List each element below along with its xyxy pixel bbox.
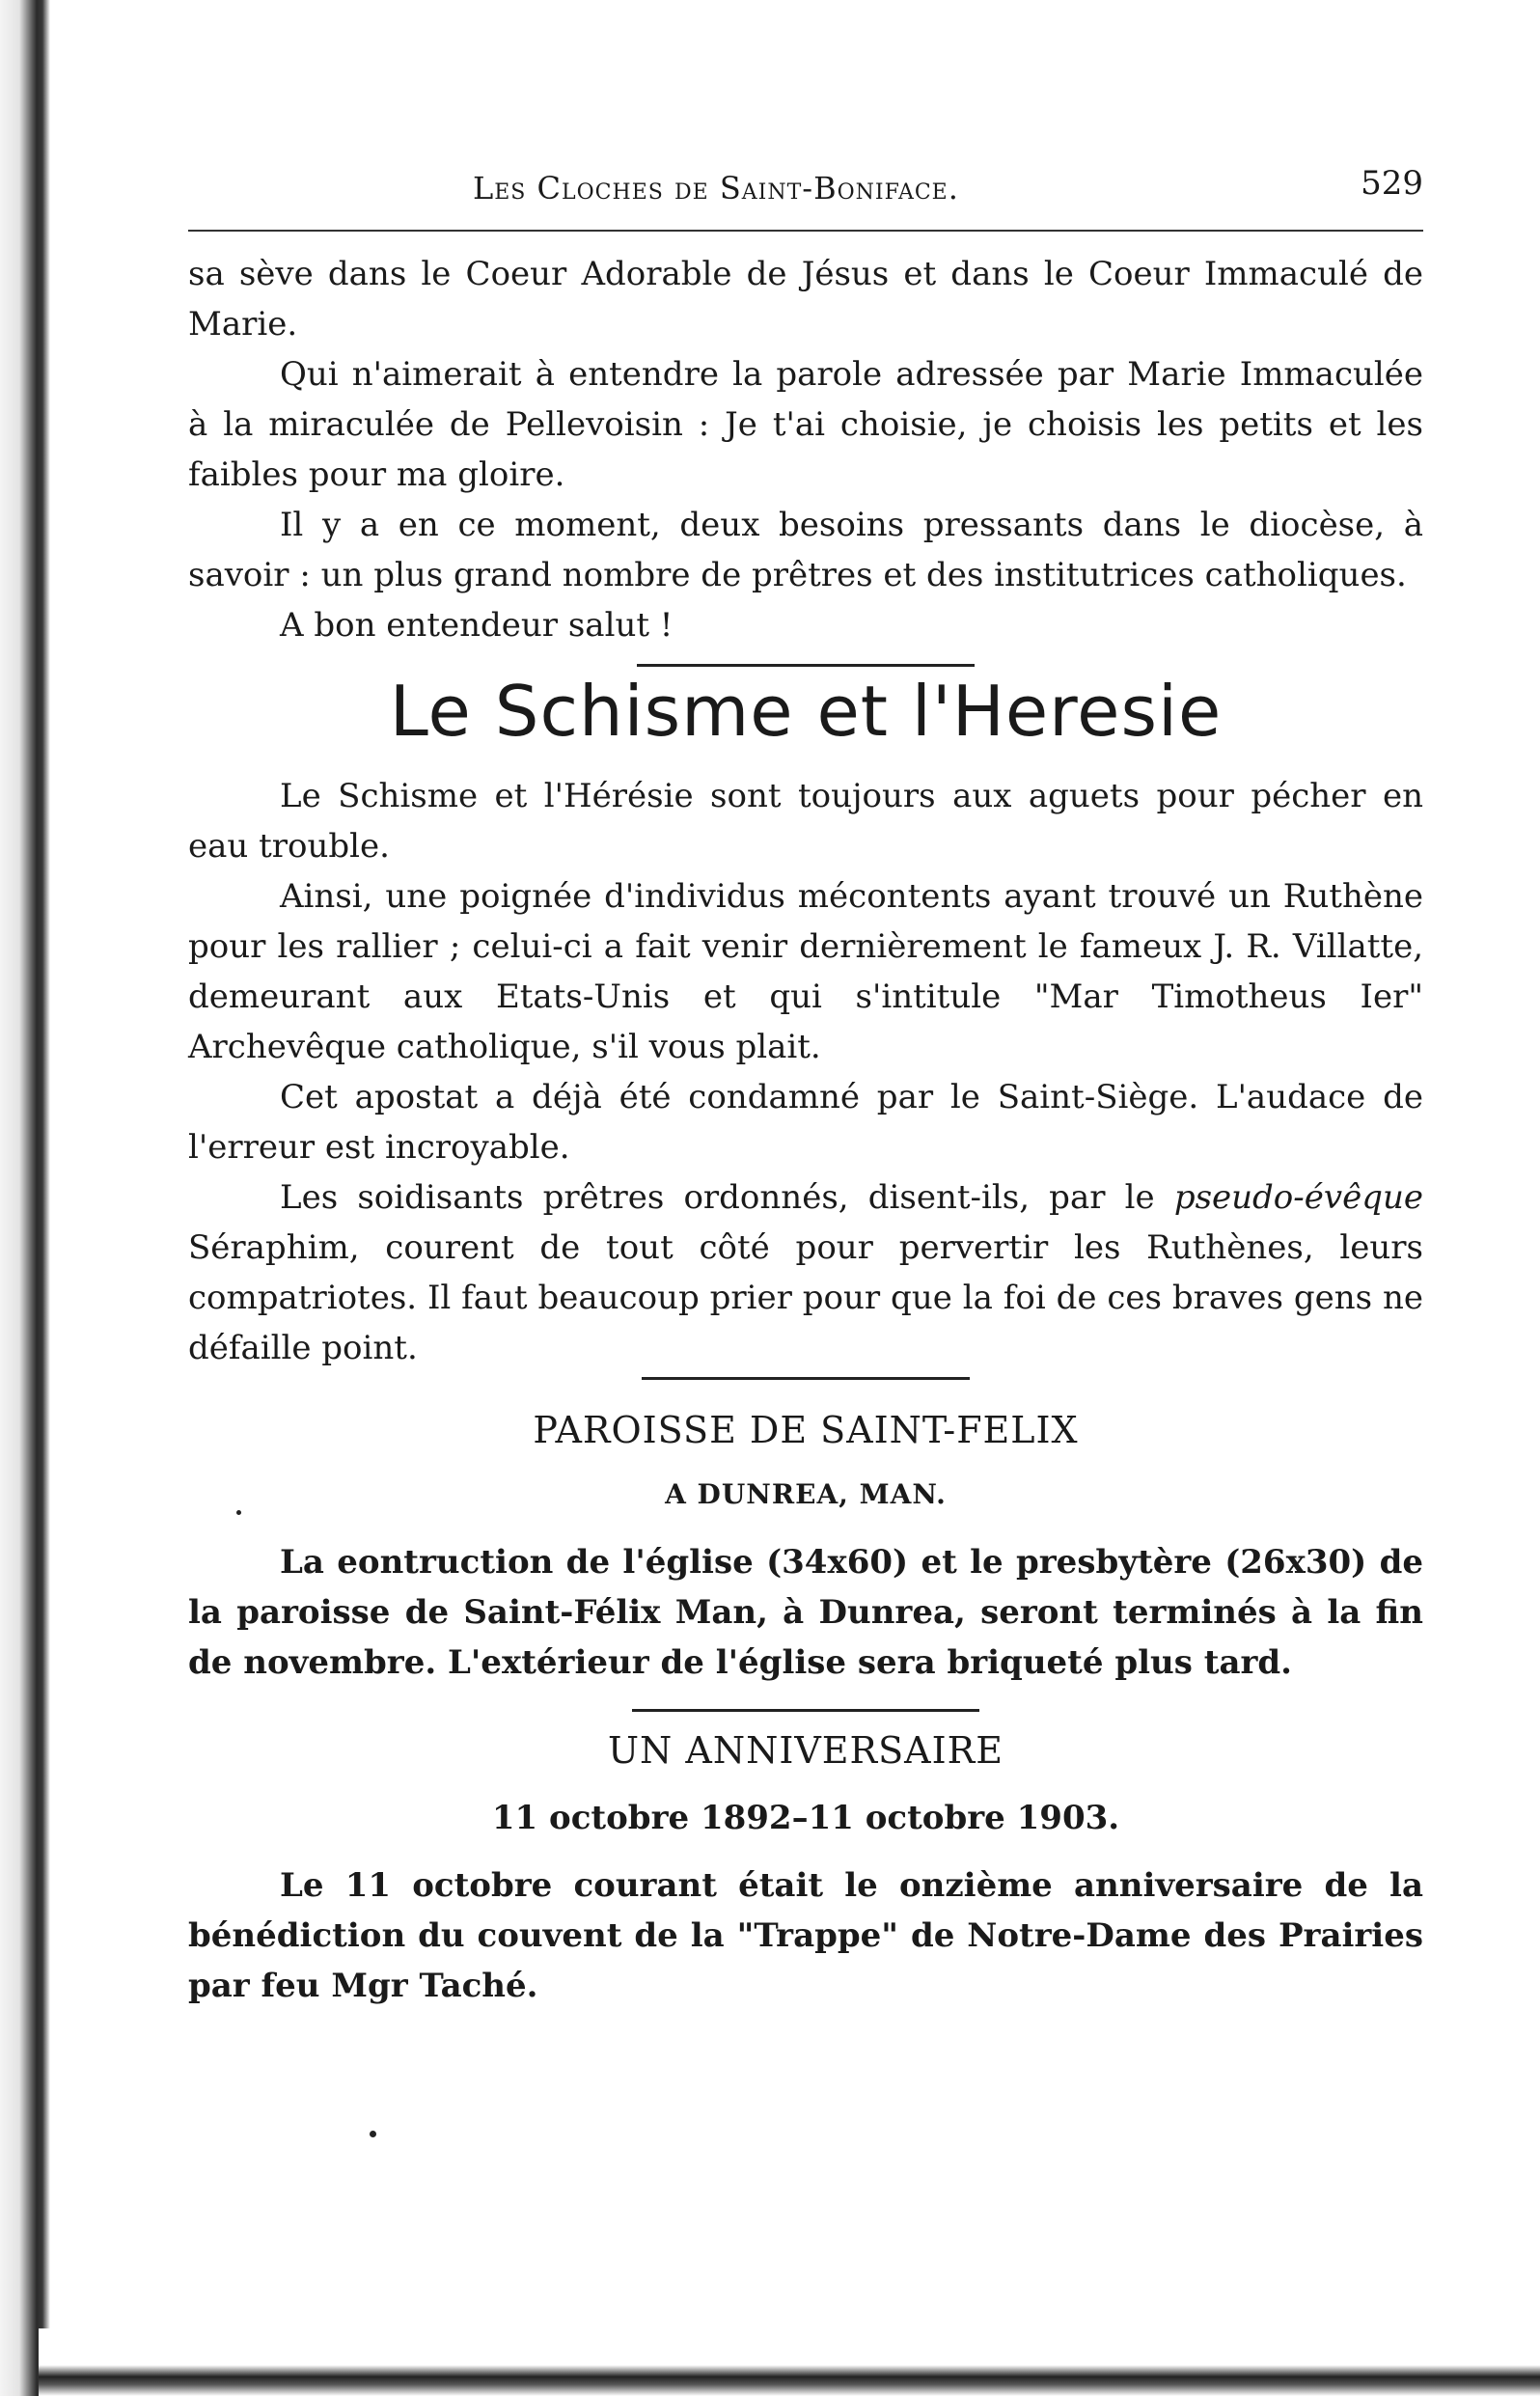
paragraph: sa sève dans le Coeur Adorable de Jésus et dans le Coeur Immaculé de Marie. [188,255,1423,344]
section-title: UN ANNIVERSAIRE [608,1729,1004,1772]
paragraph: A bon entendeur salut ! [280,606,674,645]
intro-section [188,249,1423,650]
paragraph [188,1172,1423,1373]
section-divider [632,1709,979,1712]
paragraph-text: Les soidisants prêtres ordonnés, disent-ils, par le [280,1178,1174,1217]
section-divider [637,664,975,667]
paragraph: Qui n'aimerait à entendre la parole adressée par Marie Immaculée à la miraculée de Pellevoisin : Je t'ai choisie, je choisis les petits et les faibles pour ma gloire. [188,355,1423,494]
schisme-section [188,671,1423,1373]
header-rule [188,230,1423,232]
ink-speck [236,1510,241,1515]
page-number: 529 [1361,164,1423,203]
page-bottom-edge [39,2328,1540,2396]
paragraph: Cet apostat a déjà été condamné par le Saint-Siège. L'audace de l'erreur est incroyable. [188,1078,1423,1167]
emphasis-text: pseudo-évêque [1173,1178,1423,1217]
paragraph: Ainsi, une poignée d'individus mécontents ayant trouvé un Ruthène pour les rallier ; celui-ci a fait venir dernièrement le fameux J. R. Villatte, demeurant aux Etats-Unis et qui s'intitule "Mar Timotheus Ier" Archevêque catholique, s'il vous plait. [188,877,1423,1066]
paragraph: La eontruction de l'église (34x60) et le presbytère (26x30) de la paroisse de Saint-Félix Man, à Dunrea, seront terminés à la fin de novembre. L'extérieur de l'église sera briqueté plus tard. [188,1543,1423,1682]
anniversaire-section [188,1729,1423,2011]
date-line: 11 octobre 1892–11 octobre 1903. [491,1799,1120,1837]
ink-speck [370,2131,376,2137]
section-subtitle: A DUNREA, MAN. [665,1478,947,1510]
section-title: Le Schisme et l'Heresie [389,671,1223,752]
running-title: Les Cloches de Saint-Boniface. [473,170,959,207]
section-divider [642,1377,970,1380]
document-page [188,145,1423,2011]
paragraph-text: Séraphim, courent de tout côté pour pervertir les Ruthènes, leurs compatriotes. Il faut beaucoup prier pour que la foi de ces braves gens ne défaille point. [188,1228,1423,1367]
page-binding-edge [0,0,68,2396]
section-title: PAROISSE DE SAINT-FELIX [533,1409,1079,1451]
paragraph: Le 11 octobre courant était le onzième anniversaire de la bénédiction du couvent de la "Trappe" de Notre-Dame des Prairies par feu Mgr Taché. [188,1866,1423,2005]
paroisse-section [188,1409,1423,1688]
paragraph: Le Schisme et l'Hérésie sont toujours aux aguets pour pécher en eau trouble. [188,777,1423,866]
paragraph: Il y a en ce moment, deux besoins pressants dans le diocèse, à savoir : un plus grand nombre de prêtres et des institutrices catholiques. [188,506,1423,594]
running-header [188,145,1423,212]
